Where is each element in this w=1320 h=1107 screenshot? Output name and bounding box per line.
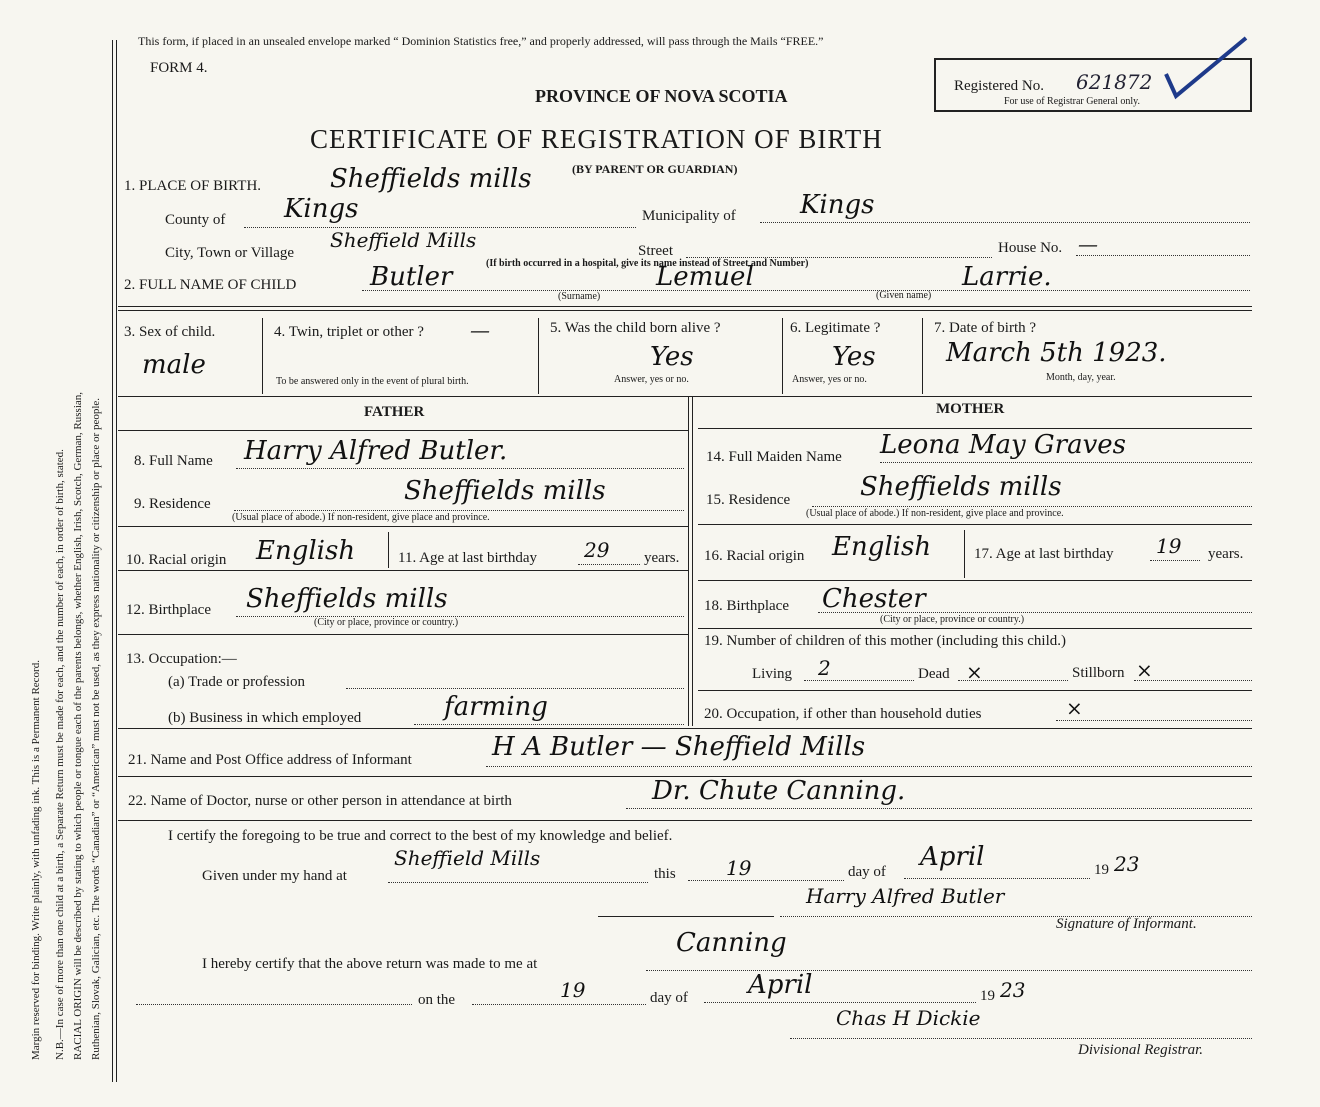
registrar-place-value: Canning — [676, 928, 787, 958]
certify-year-prefix: 19 — [1094, 862, 1109, 878]
mother-occupation-value: × — [1066, 696, 1083, 720]
registrar-signature: Chas H Dickie — [836, 1006, 981, 1030]
sex-value: male — [142, 350, 206, 380]
father-racial-value: English — [256, 536, 356, 566]
left-border-inner — [116, 40, 117, 1082]
date-of-birth-value: March 5th 1923. — [946, 338, 1167, 368]
father-residence-label: 9. Residence — [134, 496, 211, 512]
certify-year-value: 23 — [1114, 852, 1140, 876]
registered-label: Registered No. — [954, 78, 1044, 94]
informant-label: 21. Name and Post Office address of Informant — [128, 752, 412, 768]
informant-value: H A Butler — Sheffield Mills — [492, 732, 866, 762]
registered-box — [934, 58, 1252, 112]
children-count-label: 19. Number of children of this mother (including this child.) — [704, 633, 1067, 649]
twin-label: 4. Twin, triplet or other ? — [274, 324, 424, 340]
father-birthplace-label: 12. Birthplace — [126, 602, 211, 618]
registrar-month-value: April — [748, 970, 813, 1000]
trade-label: (a) Trade or profession — [168, 674, 306, 690]
place-of-birth-value: Sheffields mills — [330, 164, 532, 194]
municipality-label: Municipality of — [642, 208, 736, 224]
mother-name-value: Leona May Graves — [880, 430, 1127, 460]
child-name-label: 2. FULL NAME OF CHILD — [124, 277, 297, 293]
twin-value: — — [470, 318, 490, 342]
on-the-label: on the — [418, 992, 456, 1008]
born-alive-label: 5. Was the child born alive ? — [550, 320, 721, 336]
business-value: farming — [444, 692, 548, 722]
registrar-year-value: 23 — [1000, 978, 1026, 1002]
mother-birthplace-value: Chester — [822, 584, 926, 614]
living-value: 2 — [818, 656, 831, 680]
registrar-caption: Divisional Registrar. — [1078, 1042, 1204, 1058]
given-name-caption: (Given name) — [876, 290, 932, 301]
father-heading: FATHER — [364, 404, 425, 420]
mother-occupation-label: 20. Occupation, if other than household duties — [704, 706, 982, 722]
surname-caption: (Surname) — [558, 291, 601, 302]
registrar-year-prefix: 19 — [980, 988, 995, 1004]
certify-statement: I certify the foregoing to be true and correct to the best of my knowledge and belief. — [168, 828, 673, 844]
date-of-birth-caption: Month, day, year. — [1046, 372, 1116, 383]
city-label: City, Town or Village — [165, 245, 295, 261]
legitimate-value: Yes — [832, 342, 876, 372]
dead-value: × — [966, 660, 983, 684]
this-label: this — [654, 866, 676, 882]
father-residence-caption: (Usual place of abode.) If non-resident, give place and province. — [232, 512, 490, 523]
mother-age-label: 17. Age at last birthday — [974, 546, 1114, 562]
father-racial-label: 10. Racial origin — [126, 552, 227, 568]
place-of-birth-label: 1. PLACE OF BIRTH. — [124, 178, 262, 194]
living-label: Living — [752, 666, 792, 682]
mother-residence-value: Sheffields mills — [860, 472, 1062, 502]
sidebar-multiple-birth-note: N.B.—In case of more than one child at a birth, a Separate Return must be made for each, and the number of each, in order of birth, stated. — [54, 449, 66, 1060]
mail-notice: This form, if placed in an unsealed envelope marked “ Dominion Statistics free,” and properly addressed, will pass through the Mails “FREE.” — [138, 34, 824, 48]
mother-racial-value: English — [832, 532, 932, 562]
sidebar-racial-origin-note-2: Ruthenian, Slovak, Galician, etc. The words “Canadian” or “American” must not be used, as they express nationality or citizenship or place or people. — [90, 397, 102, 1060]
form-number: FORM 4. — [150, 60, 208, 76]
dead-label: Dead — [918, 666, 950, 682]
father-residence-value: Sheffields mills — [404, 476, 606, 506]
certify-day-of-label: day of — [848, 864, 886, 880]
county-value: Kings — [284, 194, 359, 224]
informant-signature-caption: Signature of Informant. — [1056, 916, 1197, 932]
doctor-value: Dr. Chute Canning. — [652, 776, 906, 806]
date-of-birth-label: 7. Date of birth ? — [934, 320, 1037, 336]
county-label: County of — [165, 212, 226, 228]
sex-label: 3. Sex of child. — [124, 324, 216, 340]
certificate-subtitle: (BY PARENT OR GUARDIAN) — [572, 162, 738, 176]
father-name-label: 8. Full Name — [134, 453, 213, 469]
child-surname-value: Butler — [370, 262, 453, 292]
certify-month-value: April — [920, 842, 985, 872]
left-border — [112, 40, 113, 1082]
stillborn-value: × — [1136, 658, 1153, 682]
doctor-label: 22. Name of Doctor, nurse or other person in attendance at birth — [128, 793, 512, 809]
mother-residence-label: 15. Residence — [706, 492, 791, 508]
mother-age-unit: years. — [1208, 546, 1244, 562]
born-alive-caption: Answer, yes or no. — [614, 374, 689, 385]
mother-racial-label: 16. Racial origin — [704, 548, 805, 564]
city-value: Sheffield Mills — [330, 228, 477, 252]
informant-signature: Harry Alfred Butler — [806, 884, 1005, 908]
sidebar-racial-origin-note-1: RACIAL ORIGIN will be described by stating to which people or tongue each of the parents belongs, whether English, Irish, Scotch, German, Russian, — [72, 391, 84, 1060]
child-given-name-1: Lemuel — [656, 262, 754, 292]
registrar-day-of-label: day of — [650, 990, 688, 1006]
given-place-value: Sheffield Mills — [394, 846, 541, 870]
registrar-use-note: For use of Registrar General only. — [1004, 96, 1140, 107]
certificate-title: CERTIFICATE OF REGISTRATION OF BIRTH — [310, 124, 883, 154]
mother-residence-caption: (Usual place of abode.) If non-resident, give place and province. — [806, 508, 1064, 519]
municipality-value: Kings — [800, 190, 875, 220]
certify-day-value: 19 — [726, 856, 752, 880]
registrar-day-value: 19 — [560, 978, 586, 1002]
house-no-label: House No. — [998, 240, 1063, 256]
child-given-name-2: Larrie. — [962, 262, 1052, 292]
father-age-value: 29 — [584, 538, 610, 562]
business-label: (b) Business in which employed — [168, 710, 362, 726]
registered-number: 621872 — [1076, 70, 1153, 94]
father-birthplace-caption: (City or place, province or country.) — [314, 617, 459, 628]
sidebar-binding-note: Margin reserved for binding. Write plainly, with unfading ink. This is a Permanent Record. — [30, 660, 42, 1060]
registrar-statement: I hereby certify that the above return was made to me at — [202, 956, 538, 972]
father-age-unit: years. — [644, 550, 680, 566]
house-no-value: — — [1078, 232, 1098, 256]
hospital-note: (If birth occurred in a hospital, give its name instead of Street and Number) — [486, 258, 809, 269]
legitimate-caption: Answer, yes or no. — [792, 374, 867, 385]
occupation-label: 13. Occupation:— — [126, 651, 237, 667]
mother-name-label: 14. Full Maiden Name — [706, 449, 842, 465]
father-birthplace-value: Sheffields mills — [246, 584, 448, 614]
stillborn-label: Stillborn — [1072, 665, 1125, 681]
given-under-label: Given under my hand at — [202, 868, 347, 884]
mother-age-value: 19 — [1156, 534, 1182, 558]
father-name-value: Harry Alfred Butler. — [244, 436, 508, 466]
mother-heading: MOTHER — [936, 401, 1005, 417]
mother-birthplace-caption: (City or place, province or country.) — [880, 614, 1025, 625]
twin-note: To be answered only in the event of plural birth. — [276, 376, 469, 387]
province-heading: PROVINCE OF NOVA SCOTIA — [535, 86, 788, 106]
mother-birthplace-label: 18. Birthplace — [704, 598, 789, 614]
legitimate-label: 6. Legitimate ? — [790, 320, 881, 336]
street-label: Street — [638, 243, 673, 259]
checkmark-icon — [1162, 34, 1252, 114]
born-alive-value: Yes — [650, 342, 694, 372]
father-age-label: 11. Age at last birthday — [398, 550, 537, 566]
